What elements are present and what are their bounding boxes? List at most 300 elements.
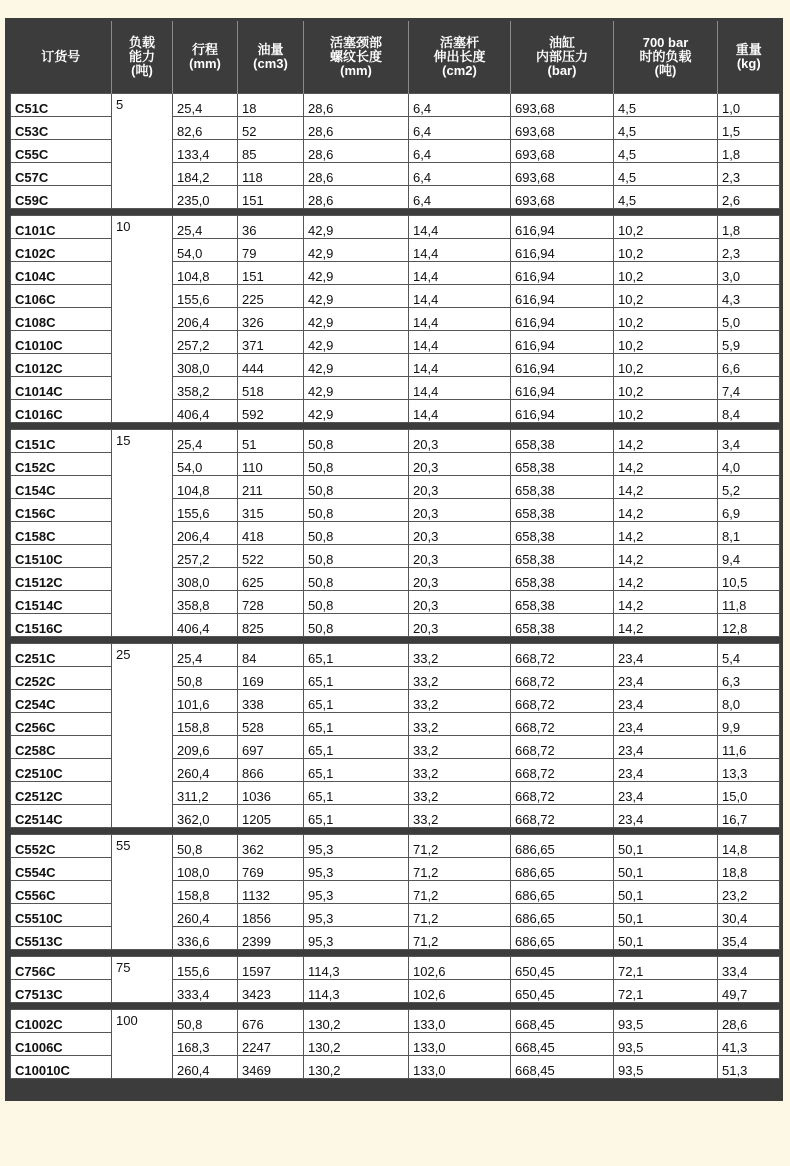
thread-length-cell: 130,2 [304,1056,409,1079]
oil-volume-cell: 1597 [238,957,304,980]
stroke-cell: 155,6 [173,499,238,522]
cylinder-pressure-cell: 616,94 [511,331,614,354]
oil-volume-cell: 2399 [238,927,304,950]
stroke-cell: 406,4 [173,614,238,637]
cylinder-pressure-cell: 616,94 [511,308,614,331]
load-700bar-cell: 10,2 [614,216,718,239]
cylinder-pressure-cell: 686,65 [511,881,614,904]
order-number-cell: C252C [11,667,112,690]
stroke-cell: 104,8 [173,262,238,285]
rod-extension-cell: 20,3 [409,545,511,568]
cylinder-pressure-cell: 668,72 [511,782,614,805]
header-weight [718,21,780,94]
header-capacity-line: 负载 [128,35,155,50]
group-separator [11,209,780,216]
load-700bar-cell: 14,2 [614,568,718,591]
order-number-cell: C1006C [11,1033,112,1056]
order-number-cell: C158C [11,522,112,545]
header-row [11,21,780,94]
weight-cell: 16,7 [718,805,780,828]
weight-cell: 23,2 [718,881,780,904]
load-700bar-cell: 4,5 [614,94,718,117]
weight-cell: 3,4 [718,430,780,453]
order-number-cell: C108C [11,308,112,331]
thread-length-cell: 42,9 [304,285,409,308]
oil-volume-cell: 169 [238,667,304,690]
load-700bar-cell: 14,2 [614,591,718,614]
thread-length-cell: 114,3 [304,980,409,1003]
order-number-cell: C2510C [11,759,112,782]
group-separator [11,637,780,644]
cylinder-pressure-cell: 668,72 [511,644,614,667]
cylinder-pressure-cell: 693,68 [511,163,614,186]
oil-volume-cell: 315 [238,499,304,522]
cylinder-pressure-cell: 658,38 [511,476,614,499]
stroke-cell: 54,0 [173,453,238,476]
weight-cell: 15,0 [718,782,780,805]
order-number-cell: C254C [11,690,112,713]
rod-extension-cell: 33,2 [409,713,511,736]
rod-extension-cell: 14,4 [409,400,511,423]
weight-cell: 5,4 [718,644,780,667]
rod-extension-cell: 6,4 [409,163,511,186]
cylinder-pressure-cell: 668,72 [511,713,614,736]
cylinder-pressure-cell: 668,72 [511,759,614,782]
rod-extension-cell: 20,3 [409,453,511,476]
cylinder-pressure-cell: 668,45 [511,1056,614,1079]
header-oil-volume-line: (cm3) [253,56,288,71]
cylinder-pressure-cell: 616,94 [511,239,614,262]
thread-length-cell: 42,9 [304,354,409,377]
cylinder-pressure-cell: 658,38 [511,545,614,568]
oil-volume-cell: 84 [238,644,304,667]
rod-extension-cell: 71,2 [409,927,511,950]
weight-cell: 1,0 [718,94,780,117]
stroke-cell: 336,6 [173,927,238,950]
cylinder-pressure-cell: 668,72 [511,805,614,828]
cylinder-pressure-cell: 658,38 [511,614,614,637]
oil-volume-cell: 371 [238,331,304,354]
thread-length-cell: 42,9 [304,262,409,285]
weight-cell: 51,3 [718,1056,780,1079]
order-number-cell: C1014C [11,377,112,400]
header-rod-extension [409,21,511,94]
rod-extension-cell: 33,2 [409,667,511,690]
stroke-cell: 257,2 [173,545,238,568]
stroke-cell: 155,6 [173,285,238,308]
thread-length-cell: 28,6 [304,94,409,117]
load-700bar-cell: 23,4 [614,805,718,828]
order-number-cell: C1010C [11,331,112,354]
order-number-cell: C1514C [11,591,112,614]
rod-extension-cell: 71,2 [409,904,511,927]
oil-volume-cell: 518 [238,377,304,400]
order-number-cell: C7513C [11,980,112,1003]
rod-extension-cell: 33,2 [409,759,511,782]
load-700bar-cell: 23,4 [614,667,718,690]
stroke-cell: 333,4 [173,980,238,1003]
rod-extension-cell: 14,4 [409,354,511,377]
stroke-cell: 25,4 [173,94,238,117]
oil-volume-cell: 769 [238,858,304,881]
weight-cell: 5,9 [718,331,780,354]
rod-extension-cell: 33,2 [409,736,511,759]
capacity-cell: 100 [112,1010,173,1079]
order-number-cell: C1002C [11,1010,112,1033]
rod-extension-cell: 14,4 [409,262,511,285]
header-rod-extension-line: (cm2) [442,63,477,78]
thread-length-cell: 50,8 [304,568,409,591]
stroke-cell: 155,6 [173,957,238,980]
cylinder-pressure-cell: 668,72 [511,736,614,759]
order-number-cell: C552C [11,835,112,858]
stroke-cell: 206,4 [173,522,238,545]
load-700bar-cell: 93,5 [614,1056,718,1079]
rod-extension-cell: 102,6 [409,957,511,980]
oil-volume-cell: 1036 [238,782,304,805]
order-number-cell: C10010C [11,1056,112,1079]
thread-length-cell: 50,8 [304,430,409,453]
cylinder-pressure-cell: 616,94 [511,354,614,377]
oil-volume-cell: 825 [238,614,304,637]
load-700bar-cell: 50,1 [614,881,718,904]
thread-length-cell: 114,3 [304,957,409,980]
weight-cell: 4,3 [718,285,780,308]
oil-volume-cell: 418 [238,522,304,545]
group-separator [11,950,780,957]
order-number-cell: C2512C [11,782,112,805]
rod-extension-cell: 20,3 [409,522,511,545]
stroke-cell: 260,4 [173,904,238,927]
load-700bar-cell: 93,5 [614,1010,718,1033]
load-700bar-cell: 23,4 [614,736,718,759]
stroke-cell: 158,8 [173,881,238,904]
oil-volume-cell: 211 [238,476,304,499]
oil-volume-cell: 1856 [238,904,304,927]
load-700bar-cell: 14,2 [614,545,718,568]
header-cylinder-pressure [511,21,614,94]
oil-volume-cell: 528 [238,713,304,736]
stroke-cell: 206,4 [173,308,238,331]
cylinder-pressure-cell: 616,94 [511,216,614,239]
oil-volume-cell: 1205 [238,805,304,828]
rod-extension-cell: 14,4 [409,239,511,262]
stroke-cell: 25,4 [173,430,238,453]
cylinder-pressure-cell: 668,72 [511,667,614,690]
oil-volume-cell: 85 [238,140,304,163]
cylinder-pressure-cell: 650,45 [511,980,614,1003]
weight-cell: 49,7 [718,980,780,1003]
oil-volume-cell: 151 [238,186,304,209]
thread-length-cell: 42,9 [304,216,409,239]
cylinder-pressure-cell: 658,38 [511,453,614,476]
header-load-700bar-line: (吨) [654,63,677,78]
stroke-cell: 209,6 [173,736,238,759]
header-cylinder-pressure-line: 内部压力 [535,49,588,64]
weight-cell: 8,1 [718,522,780,545]
thread-length-cell: 42,9 [304,239,409,262]
thread-length-cell: 65,1 [304,736,409,759]
thread-length-cell: 65,1 [304,644,409,667]
header-load-700bar-line: 700 bar [642,35,689,50]
weight-cell: 5,2 [718,476,780,499]
load-700bar-cell: 14,2 [614,614,718,637]
weight-cell: 28,6 [718,1010,780,1033]
oil-volume-cell: 444 [238,354,304,377]
thread-length-cell: 50,8 [304,453,409,476]
oil-volume-cell: 3469 [238,1056,304,1079]
load-700bar-cell: 23,4 [614,759,718,782]
cylinder-pressure-cell: 616,94 [511,285,614,308]
group-separator-bar [11,828,780,835]
oil-volume-cell: 118 [238,163,304,186]
weight-cell: 41,3 [718,1033,780,1056]
thread-length-cell: 42,9 [304,308,409,331]
rod-extension-cell: 102,6 [409,980,511,1003]
cylinder-pressure-cell: 686,65 [511,904,614,927]
stroke-cell: 50,8 [173,835,238,858]
oil-volume-cell: 110 [238,453,304,476]
oil-volume-cell: 1132 [238,881,304,904]
table-row [11,430,780,453]
header-weight-line: 重量 [735,42,762,57]
rod-extension-cell: 71,2 [409,881,511,904]
stroke-cell: 82,6 [173,117,238,140]
weight-cell: 10,5 [718,568,780,591]
order-number-cell: C1012C [11,354,112,377]
stroke-cell: 260,4 [173,1056,238,1079]
thread-length-cell: 95,3 [304,858,409,881]
rod-extension-cell: 33,2 [409,644,511,667]
thread-length-cell: 50,8 [304,499,409,522]
order-number-cell: C154C [11,476,112,499]
order-number-cell: C756C [11,957,112,980]
rod-extension-cell: 14,4 [409,331,511,354]
order-number-cell: C53C [11,117,112,140]
group-separator-bar [11,637,780,644]
order-number-cell: C1512C [11,568,112,591]
rod-extension-cell: 14,4 [409,285,511,308]
thread-length-cell: 130,2 [304,1010,409,1033]
oil-volume-cell: 362 [238,835,304,858]
rod-extension-cell: 20,3 [409,568,511,591]
stroke-cell: 158,8 [173,713,238,736]
oil-volume-cell: 151 [238,262,304,285]
oil-volume-cell: 36 [238,216,304,239]
stroke-cell: 308,0 [173,568,238,591]
oil-volume-cell: 79 [238,239,304,262]
header-oil-volume [238,21,304,94]
table-row [11,1010,780,1033]
capacity-cell: 5 [112,94,173,209]
thread-length-cell: 65,1 [304,667,409,690]
thread-length-cell: 50,8 [304,545,409,568]
group-separator-bar [11,423,780,430]
thread-length-cell: 42,9 [304,331,409,354]
header-thread-length-line: 螺纹长度 [329,49,382,64]
capacity-cell: 15 [112,430,173,637]
weight-cell: 6,6 [718,354,780,377]
weight-cell: 6,9 [718,499,780,522]
weight-cell: 4,0 [718,453,780,476]
header-stroke-line: 行程 [191,42,218,57]
header-stroke-line: (mm) [189,56,221,71]
rod-extension-cell: 6,4 [409,140,511,163]
thread-length-cell: 28,6 [304,186,409,209]
group-separator-bar [11,1003,780,1010]
weight-cell: 35,4 [718,927,780,950]
order-number-cell: C57C [11,163,112,186]
weight-cell: 2,6 [718,186,780,209]
stroke-cell: 257,2 [173,331,238,354]
stroke-cell: 308,0 [173,354,238,377]
stroke-cell: 133,4 [173,140,238,163]
cylinder-pressure-cell: 658,38 [511,522,614,545]
weight-cell: 30,4 [718,904,780,927]
load-700bar-cell: 23,4 [614,644,718,667]
header-rod-extension-line: 伸出长度 [433,49,486,64]
header-capacity-line: 能力 [128,49,155,64]
weight-cell: 11,8 [718,591,780,614]
load-700bar-cell: 14,2 [614,476,718,499]
capacity-cell: 55 [112,835,173,950]
capacity-cell: 75 [112,957,173,1003]
order-number-cell: C1516C [11,614,112,637]
order-number-cell: C102C [11,239,112,262]
order-number-cell: C55C [11,140,112,163]
cylinder-pressure-cell: 616,94 [511,400,614,423]
stroke-cell: 358,2 [173,377,238,400]
load-700bar-cell: 4,5 [614,186,718,209]
header-order-number-line: 订货号 [41,49,81,64]
order-number-cell: C258C [11,736,112,759]
load-700bar-cell: 10,2 [614,354,718,377]
thread-length-cell: 95,3 [304,927,409,950]
cylinder-pressure-cell: 658,38 [511,430,614,453]
weight-cell: 1,5 [718,117,780,140]
rod-extension-cell: 6,4 [409,117,511,140]
rod-extension-cell: 14,4 [409,308,511,331]
thread-length-cell: 130,2 [304,1033,409,1056]
stroke-cell: 235,0 [173,186,238,209]
order-number-cell: C1510C [11,545,112,568]
cylinder-pressure-cell: 658,38 [511,499,614,522]
cylinder-pressure-cell: 668,45 [511,1033,614,1056]
stroke-cell: 25,4 [173,216,238,239]
cylinder-pressure-cell: 693,68 [511,140,614,163]
load-700bar-cell: 93,5 [614,1033,718,1056]
oil-volume-cell: 728 [238,591,304,614]
load-700bar-cell: 72,1 [614,957,718,980]
weight-cell: 8,0 [718,690,780,713]
weight-cell: 6,3 [718,667,780,690]
group-separator-bar [11,209,780,216]
header-thread-length-line: 活塞颈部 [329,35,382,50]
cylinder-pressure-cell: 658,38 [511,591,614,614]
oil-volume-cell: 51 [238,430,304,453]
cylinder-pressure-cell: 693,68 [511,94,614,117]
header-cylinder-pressure-line: 油缸 [548,35,575,50]
group-separator [11,828,780,835]
header-order-number [11,21,112,94]
load-700bar-cell: 50,1 [614,904,718,927]
cylinder-pressure-cell: 668,45 [511,1010,614,1033]
rod-extension-cell: 6,4 [409,186,511,209]
load-700bar-cell: 10,2 [614,285,718,308]
stroke-cell: 260,4 [173,759,238,782]
oil-volume-cell: 866 [238,759,304,782]
rod-extension-cell: 71,2 [409,835,511,858]
load-700bar-cell: 10,2 [614,377,718,400]
load-700bar-cell: 10,2 [614,400,718,423]
rod-extension-cell: 133,0 [409,1056,511,1079]
oil-volume-cell: 2247 [238,1033,304,1056]
oil-volume-cell: 18 [238,94,304,117]
order-number-cell: C251C [11,644,112,667]
header-stroke [173,21,238,94]
weight-cell: 7,4 [718,377,780,400]
thread-length-cell: 42,9 [304,377,409,400]
order-number-cell: C5513C [11,927,112,950]
header-load-700bar-line: 时的负载 [639,49,692,64]
table-row [11,94,780,117]
thread-length-cell: 28,6 [304,140,409,163]
order-number-cell: C5510C [11,904,112,927]
stroke-cell: 101,6 [173,690,238,713]
load-700bar-cell: 14,2 [614,453,718,476]
weight-cell: 1,8 [718,216,780,239]
load-700bar-cell: 23,4 [614,713,718,736]
load-700bar-cell: 14,2 [614,499,718,522]
load-700bar-cell: 23,4 [614,690,718,713]
stroke-cell: 184,2 [173,163,238,186]
rod-extension-cell: 71,2 [409,858,511,881]
load-700bar-cell: 23,4 [614,782,718,805]
rod-extension-cell: 14,4 [409,216,511,239]
order-number-cell: C156C [11,499,112,522]
rod-extension-cell: 33,2 [409,690,511,713]
thread-length-cell: 50,8 [304,476,409,499]
cylinder-pressure-cell: 693,68 [511,186,614,209]
rod-extension-cell: 133,0 [409,1033,511,1056]
cylinder-pressure-cell: 686,65 [511,927,614,950]
order-number-cell: C2514C [11,805,112,828]
rod-extension-cell: 133,0 [409,1010,511,1033]
load-700bar-cell: 4,5 [614,117,718,140]
header-thread-length [304,21,409,94]
weight-cell: 2,3 [718,239,780,262]
oil-volume-cell: 3423 [238,980,304,1003]
stroke-cell: 25,4 [173,644,238,667]
thread-length-cell: 50,8 [304,614,409,637]
load-700bar-cell: 14,2 [614,430,718,453]
table-row [11,644,780,667]
order-number-cell: C104C [11,262,112,285]
order-number-cell: C151C [11,430,112,453]
load-700bar-cell: 4,5 [614,140,718,163]
load-700bar-cell: 4,5 [614,163,718,186]
weight-cell: 9,4 [718,545,780,568]
load-700bar-cell: 50,1 [614,858,718,881]
oil-volume-cell: 592 [238,400,304,423]
rod-extension-cell: 14,4 [409,377,511,400]
rod-extension-cell: 20,3 [409,614,511,637]
header-capacity [112,21,173,94]
load-700bar-cell: 72,1 [614,980,718,1003]
group-separator [11,1003,780,1010]
weight-cell: 18,8 [718,858,780,881]
rod-extension-cell: 33,2 [409,805,511,828]
